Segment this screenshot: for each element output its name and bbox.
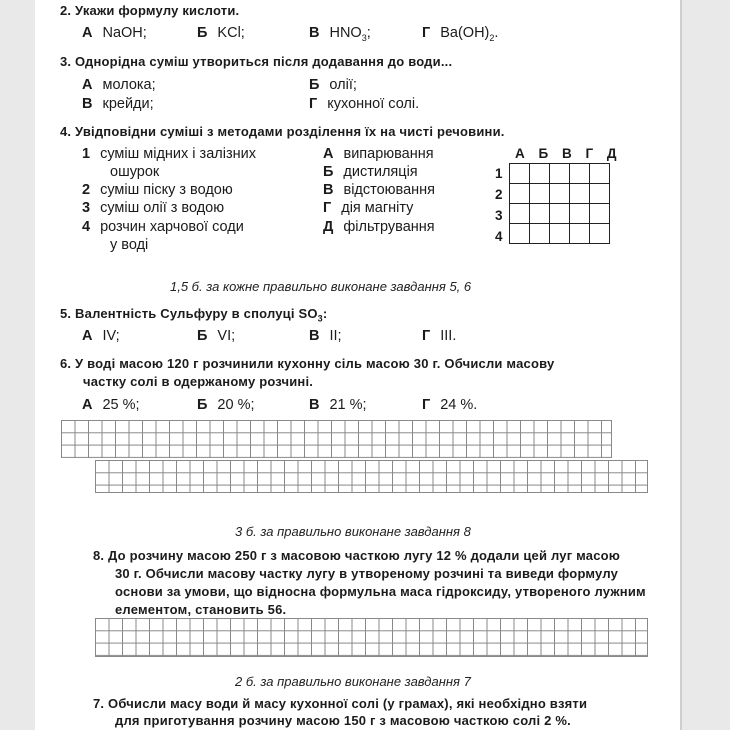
q3-option-a: А молока;	[82, 77, 156, 93]
q2-option-a: А NaOH;	[82, 25, 147, 41]
q3-option-c: В крейди;	[82, 96, 154, 112]
q4-right-b: Б дистиляція	[323, 164, 418, 180]
question-7-line-2: для приготування розчину масою 150 г з масовою часткою солі 2 %.	[115, 713, 571, 728]
answer-cell[interactable]	[590, 184, 610, 204]
answer-grid-q8[interactable]	[95, 618, 648, 657]
answer-cell[interactable]	[510, 164, 530, 184]
q3-option-d: Г кухонної солі.	[309, 96, 420, 112]
answer-cell[interactable]	[590, 224, 610, 244]
worksheet-page-bottom	[35, 458, 680, 730]
question-7-line-1: 7. Обчисли масу води й масу кухонної солі (у грамах), які необхідно взяти	[93, 696, 588, 711]
q5-option-d: Г III.	[422, 328, 457, 344]
q4-right-e: Д фільтрування	[323, 219, 435, 235]
question-3-text: 3. Однорідна суміш утвориться після додавання до води...	[60, 54, 453, 69]
answer-grid-header: А Б В Г Д	[515, 146, 622, 161]
question-4-text: 4. Увідповідни суміші з методами розділення їх на чисті речовини.	[60, 124, 505, 139]
question-8-line-2: 30 г. Обчисли масову частку лугу в утвореному розчині та виведи формулу	[115, 566, 619, 581]
answer-cell[interactable]	[550, 224, 570, 244]
answer-grid-q6[interactable]	[61, 420, 612, 458]
answer-cell[interactable]	[510, 224, 530, 244]
q2-option-b: Б KCl;	[197, 25, 245, 41]
answer-cell[interactable]	[530, 204, 550, 224]
q6-option-a: А 25 %;	[82, 397, 140, 413]
answer-cell[interactable]	[570, 204, 590, 224]
q6-option-b: Б 20 %;	[197, 397, 255, 413]
q4-left-2: 2 суміш піску з водою	[82, 182, 233, 198]
question-8-line-1: 8. До розчину масою 250 г з масовою часткою лугу 12 % додали цей луг масою	[93, 548, 621, 563]
q4-right-c: В відстоювання	[323, 182, 436, 198]
q4-left-4-cont: у воді	[110, 237, 149, 253]
answer-cell[interactable]	[570, 164, 590, 184]
answer-cell[interactable]	[550, 204, 570, 224]
q4-left-3: 3 суміш олії з водою	[82, 200, 225, 216]
question-6-line-1: 6. У воді масою 120 г розчинили кухонну сіль масою 30 г. Обчисли масову	[60, 356, 555, 371]
answer-cell[interactable]	[530, 224, 550, 244]
q4-left-1: 1 суміш мідних і залізних	[82, 146, 256, 162]
answer-cell[interactable]	[530, 164, 550, 184]
question-8-line-4: елементом, становить 56.	[115, 602, 287, 617]
answer-cell[interactable]	[570, 224, 590, 244]
question-2-text: 2. Укажи формулу кислоти.	[60, 3, 240, 18]
points-note-5-6: 1,5 б. за кожне правильно виконане завдання 5, 6	[170, 279, 472, 294]
q3-option-b: Б олії;	[309, 77, 357, 93]
answer-cell[interactable]	[590, 164, 610, 184]
answer-cell[interactable]	[510, 184, 530, 204]
q5-option-b: Б VI;	[197, 328, 236, 344]
points-note-7: 2 б. за правильно виконане завдання 7	[235, 674, 471, 689]
question-5-text: 5. Валентність Сульфуру в сполуці $SO_3$:	[60, 306, 328, 324]
answer-cell[interactable]	[570, 184, 590, 204]
q2-option-d: Г $Ba(OH)_2$.	[422, 25, 499, 43]
q4-left-4: 4 розчин харчової соди	[82, 219, 244, 235]
q6-option-d: Г 24 %.	[422, 397, 478, 413]
answer-cell[interactable]	[550, 184, 570, 204]
answer-cell[interactable]	[510, 204, 530, 224]
q4-left-1-cont: ошурок	[110, 164, 160, 180]
answer-cell[interactable]	[590, 204, 610, 224]
points-note-8: 3 б. за правильно виконане завдання 8	[235, 524, 471, 539]
q5-option-a: А IV;	[82, 328, 120, 344]
answer-grid-q6-continued[interactable]	[95, 460, 648, 493]
q4-right-d: Г дія магніту	[323, 200, 414, 216]
question-6-line-2: частку солі в одержаному розчині.	[83, 374, 314, 389]
page-edge	[680, 0, 682, 730]
answer-cell[interactable]	[530, 184, 550, 204]
grid-row-label-3: 3	[495, 208, 503, 223]
q2-option-c: В $HNO_3$;	[309, 25, 371, 43]
q4-right-a: А випарювання	[323, 146, 434, 162]
grid-row-label-2: 2	[495, 187, 503, 202]
q6-option-c: В 21 %;	[309, 397, 367, 413]
grid-row-label-4: 4	[495, 229, 503, 244]
answer-cell[interactable]	[550, 164, 570, 184]
q5-option-c: В II;	[309, 328, 342, 344]
grid-row-label-1: 1	[495, 166, 503, 181]
answer-grid	[509, 163, 610, 244]
worksheet-page-top	[35, 0, 680, 458]
question-8-line-3: основи за умови, що відносна формульна маса гідроксиду, утвореного лужним	[115, 584, 646, 599]
